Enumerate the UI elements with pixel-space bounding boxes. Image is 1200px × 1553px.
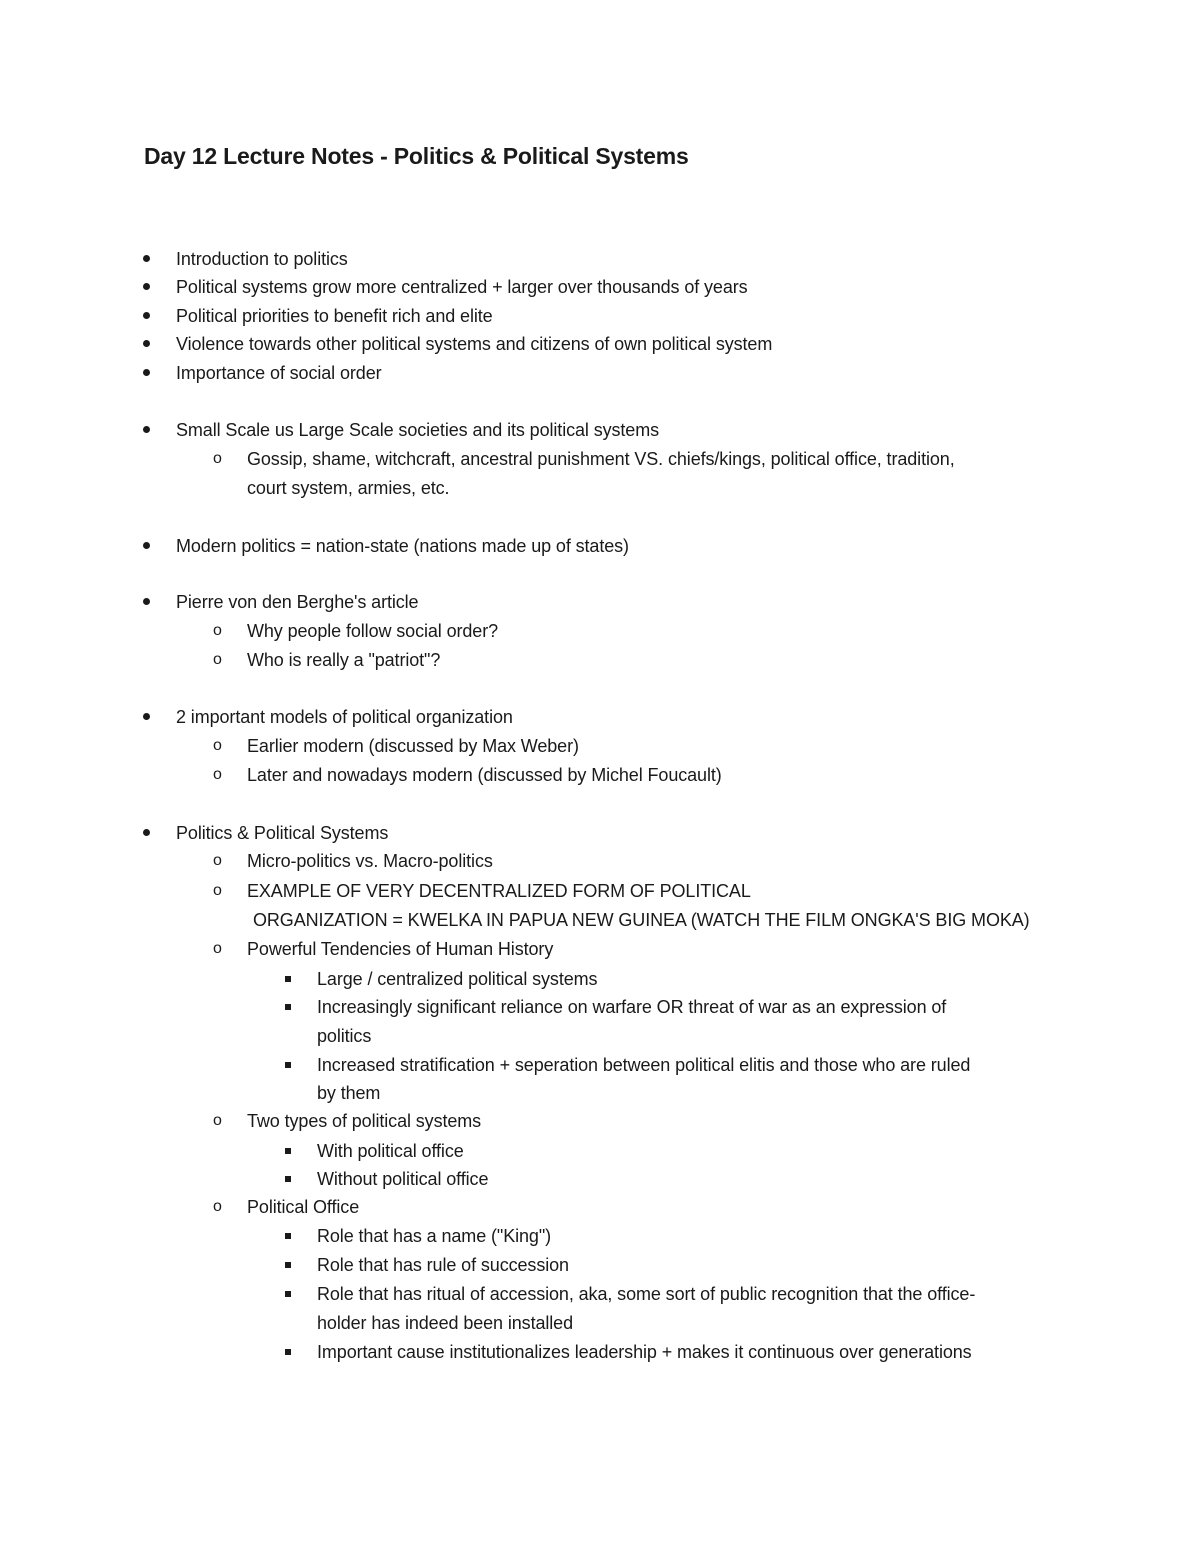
bullet-dot-icon <box>143 283 150 290</box>
list-item-level-3: holder has indeed been installed <box>317 1313 573 1333</box>
bullet-square-icon <box>285 1349 291 1355</box>
bullet-square-icon <box>285 1062 291 1068</box>
list-item-level-3: Important cause institutionalizes leadership + makes it continuous over generations <box>317 1342 972 1362</box>
list-item-level-3: Role that has a name ("King") <box>317 1226 552 1246</box>
bullet-circle-icon: o <box>213 940 222 957</box>
list-item-level-3: Without political office <box>317 1169 489 1189</box>
bullet-square-icon <box>285 1176 291 1182</box>
list-item-level-3: Increasingly significant reliance on warfare OR threat of war as an expression of <box>317 997 947 1017</box>
bullet-dot-icon <box>143 312 150 319</box>
list-item-level-3: Increased stratification + seperation between political elitis and those who are ruled <box>317 1055 971 1075</box>
bullet-dot-icon <box>143 542 150 549</box>
bullet-square-icon <box>285 1233 291 1239</box>
bullet-dot-icon <box>143 713 150 720</box>
list-item-level-2: ORGANIZATION = KWELKA IN PAPUA NEW GUINEA (WATCH THE FILM ONGKA'S BIG MOKA) <box>253 910 1030 930</box>
bullet-square-icon <box>285 1262 291 1268</box>
list-item-level-1: Political priorities to benefit rich and elite <box>176 306 493 326</box>
list-item-level-1: Pierre von den Berghe's article <box>176 592 419 612</box>
list-item-level-1: Political systems grow more centralized + larger over thousands of years <box>176 277 748 297</box>
bullet-square-icon <box>285 976 291 982</box>
list-item-level-2: court system, armies, etc. <box>247 478 450 498</box>
bullet-circle-icon: o <box>213 1112 222 1129</box>
list-item-level-3: by them <box>317 1083 381 1103</box>
bullet-dot-icon <box>143 598 150 605</box>
list-item-level-3: Role that has ritual of accession, aka, some sort of public recognition that the office- <box>317 1284 976 1304</box>
list-item-level-2: EXAMPLE OF VERY DECENTRALIZED FORM OF POLITICAL <box>247 881 751 901</box>
bullet-circle-icon: o <box>213 737 222 754</box>
list-item-level-3: Role that has rule of succession <box>317 1255 569 1275</box>
bullet-circle-icon: o <box>213 622 222 639</box>
list-item-level-2: Later and nowadays modern (discussed by Michel Foucault) <box>247 765 722 785</box>
bullet-square-icon <box>285 1004 291 1010</box>
list-item-level-3: politics <box>317 1026 372 1046</box>
list-item-level-2: Why people follow social order? <box>247 621 499 641</box>
list-item-level-2: Earlier modern (discussed by Max Weber) <box>247 736 579 756</box>
bullet-circle-icon: o <box>213 450 222 467</box>
list-item-level-1: Importance of social order <box>176 363 382 383</box>
bullet-dot-icon <box>143 829 150 836</box>
bullet-dot-icon <box>143 255 150 262</box>
list-item-level-1: Small Scale us Large Scale societies and its political systems <box>176 420 660 440</box>
list-item-level-3: With political office <box>317 1141 464 1161</box>
bullet-circle-icon: o <box>213 852 222 869</box>
list-item-level-1: Violence towards other political systems and citizens of own political system <box>176 334 773 354</box>
document-title: Day 12 Lecture Notes - Politics & Political Systems <box>144 143 689 169</box>
list-item-level-2: Political Office <box>247 1197 360 1217</box>
bullet-dot-icon <box>143 340 150 347</box>
list-item-level-3: Large / centralized political systems <box>317 969 598 989</box>
bullet-circle-icon: o <box>213 651 222 668</box>
bullet-circle-icon: o <box>213 1198 222 1215</box>
bullet-circle-icon: o <box>213 766 222 783</box>
bullet-dot-icon <box>143 426 150 433</box>
list-item-level-2: Micro-politics vs. Macro-politics <box>247 851 493 871</box>
list-item-level-1: Politics & Political Systems <box>176 823 389 843</box>
list-item-level-1: Introduction to politics <box>176 249 348 269</box>
list-item-level-2: Two types of political systems <box>247 1111 482 1131</box>
bullet-dot-icon <box>143 369 150 376</box>
bullet-square-icon <box>285 1291 291 1297</box>
list-item-level-1: 2 important models of political organization <box>176 707 513 727</box>
bullet-square-icon <box>285 1148 291 1154</box>
bullet-circle-icon: o <box>213 882 222 899</box>
list-item-level-2: Gossip, shame, witchcraft, ancestral punishment VS. chiefs/kings, political office, tradition, <box>247 449 955 469</box>
list-item-level-2: Who is really a "patriot"? <box>247 650 441 670</box>
list-item-level-2: Powerful Tendencies of Human History <box>247 939 554 959</box>
list-item-level-1: Modern politics = nation-state (nations made up of states) <box>176 536 629 556</box>
